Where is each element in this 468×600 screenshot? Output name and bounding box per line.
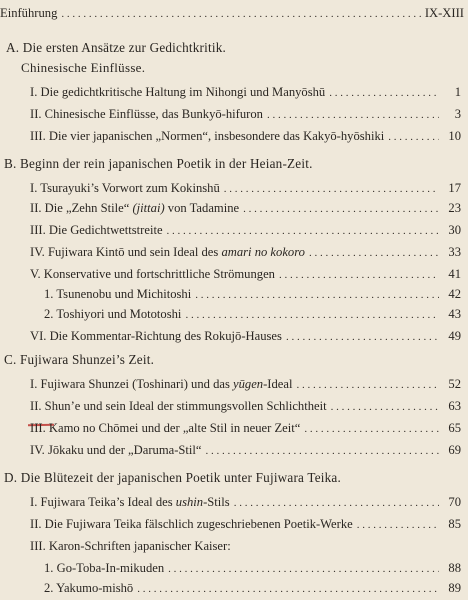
entry-label: Einführung <box>0 6 58 20</box>
toc-entry <box>30 84 461 101</box>
entry-page: 43 <box>448 307 461 321</box>
entry-label: II. Shun’e und sein Ideal der stimmungsvollen Schlichtheit <box>30 399 327 413</box>
entry-label: III. Kamo no Chōmei und der „alte Stil in neuer Zeit“ <box>30 421 301 435</box>
toc-entry <box>30 420 461 437</box>
entry-page: 49 <box>448 329 461 343</box>
toc-entry <box>30 222 461 239</box>
leader-dots <box>331 399 439 415</box>
entry-page: 1 <box>454 85 461 99</box>
leader-dots <box>243 201 439 217</box>
toc-entry <box>44 306 461 323</box>
entry-page: 52 <box>448 377 461 391</box>
leader-dots <box>329 85 439 101</box>
entry-page: 69 <box>448 443 461 457</box>
leader-dots <box>279 267 439 283</box>
toc-entry <box>30 180 461 197</box>
leader-dots <box>224 181 439 197</box>
entry-label: 1. Go-Toba-In-mikuden <box>44 561 165 575</box>
entry-label: II. Die Fujiwara Teika fälschlich zugeschriebenen Poetik-Werke <box>30 517 353 531</box>
entry-page: 30 <box>448 223 461 237</box>
entry-page: 89 <box>448 581 461 595</box>
leader-dots <box>304 421 439 437</box>
toc-entry <box>44 560 461 577</box>
toc-entry <box>44 580 461 597</box>
entry-label: I. Die gedichtkritische Haltung im Nihongi und Manyōshū <box>30 85 326 99</box>
toc-entry <box>30 128 461 145</box>
toc-entry <box>30 244 461 261</box>
section-heading-b: B. Beginn der rein japanischen Poetik in der Heian-Zeit. <box>4 156 313 171</box>
toc-entry <box>30 200 461 217</box>
toc-entry <box>30 328 461 345</box>
entry-page: 85 <box>448 517 461 531</box>
entry-label: IV. Fujiwara Kintō und sein Ideal des amari no kokoro <box>30 245 305 259</box>
toc-entry <box>30 442 461 459</box>
leader-dots <box>267 107 439 123</box>
entry-label: VI. Die Kommentar-Richtung des Rokujō-Hauses <box>30 329 282 343</box>
section-heading-a: A. Die ersten Ansätze zur Gedichtkritik. <box>6 40 227 55</box>
entry-label: III. Die vier japanischen „Normen“, insbesondere das Kakyō-hyōshiki <box>30 129 385 143</box>
toc-entry <box>30 538 231 554</box>
entry-page: 10 <box>448 129 461 143</box>
entry-label: I. Fujiwara Teika’s Ideal des ushin-Stils <box>30 495 230 509</box>
entry-page: 88 <box>448 561 461 575</box>
leader-dots <box>388 129 439 145</box>
toc-entry <box>30 106 461 123</box>
section-heading-d: D. Die Blütezeit der japanischen Poetik unter Fujiwara Teika. <box>4 470 341 485</box>
leader-dots <box>167 223 439 239</box>
entry-label: III. Die Gedichtwettstreite <box>30 223 163 237</box>
entry-label: II. Die „Zehn Stile“ (jittai) von Tadamine <box>30 201 240 215</box>
entry-label: III. Karon-Schriften japanischer Kaiser: <box>30 539 231 553</box>
toc-entry <box>44 286 461 303</box>
toc-entry <box>30 398 461 415</box>
section-subheading-a: Chinesische Einflüsse. <box>21 60 146 75</box>
toc-entry <box>30 376 461 393</box>
entry-label: IV. Jōkaku und der „Daruma-Stil“ <box>30 443 202 457</box>
entry-page: 70 <box>448 495 461 509</box>
entry-page: 42 <box>448 287 461 301</box>
entry-label: I. Fujiwara Shunzei (Toshinari) und das yūgen-Ideal <box>30 377 293 391</box>
leader-dots <box>286 329 439 345</box>
entry-page: 33 <box>448 245 461 259</box>
leader-dots <box>168 561 439 577</box>
toc-entry <box>30 516 461 533</box>
entry-label: 2. Yakumo-mishō <box>44 581 134 595</box>
leader-dots <box>137 581 439 597</box>
entry-page: 23 <box>448 201 461 215</box>
leader-dots <box>206 443 440 459</box>
leader-dots <box>185 307 439 323</box>
entry-page: 41 <box>448 267 461 281</box>
entry-label: V. Konservative und fortschrittliche Strömungen <box>30 267 275 281</box>
entry-label: I. Tsurayuki’s Vorwort zum Kokinshū <box>30 181 220 195</box>
leader-dots <box>309 245 439 261</box>
leader-dots <box>195 287 439 303</box>
entry-page: 63 <box>448 399 461 413</box>
leader-dots <box>296 377 439 393</box>
entry-label: 1. Tsunenobu und Michitoshi <box>44 287 192 301</box>
leader-dots <box>61 6 420 22</box>
entry-label: II. Chinesische Einflüsse, das Bunkyō-hifuron <box>30 107 263 121</box>
section-heading-c: C. Fujiwara Shunzei’s Zeit. <box>4 352 155 367</box>
entry-page: 65 <box>448 421 461 435</box>
entry-label: 2. Toshiyori und Mototoshi <box>44 307 182 321</box>
leader-dots <box>357 517 439 533</box>
entry-page: 17 <box>448 181 461 195</box>
leader-dots <box>234 495 439 511</box>
entry-page: IX-XIII <box>424 6 464 20</box>
entry-page: 3 <box>454 107 461 121</box>
toc-entry-intro <box>0 5 464 22</box>
toc-entry <box>30 494 461 511</box>
toc-entry <box>30 266 461 283</box>
